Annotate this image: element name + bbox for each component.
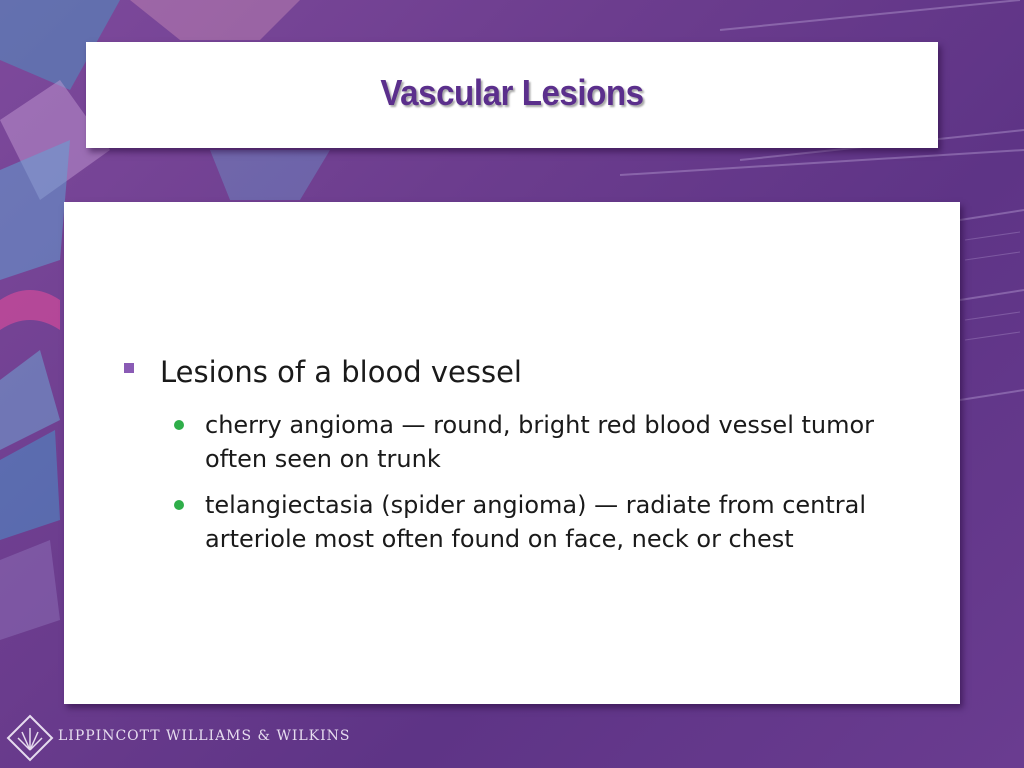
square-bullet-icon — [124, 363, 134, 373]
publisher-name: LIPPINCOTT WILLIAMS & WILKINS — [58, 728, 351, 744]
round-bullet-icon — [174, 420, 184, 430]
subbullet-text: telangiectasia (spider angioma) — radiate from central arteriole most often found on face, neck or chest — [205, 491, 867, 553]
subbullet-text: cherry angioma — round, bright red blood vessel tumor often seen on trunk — [205, 411, 875, 473]
round-bullet-icon — [174, 500, 184, 510]
slide-title: Vascular Lesions — [380, 72, 644, 113]
bullet-text: Lesions of a blood vessel — [160, 355, 522, 389]
publisher-logo-icon — [4, 712, 56, 764]
